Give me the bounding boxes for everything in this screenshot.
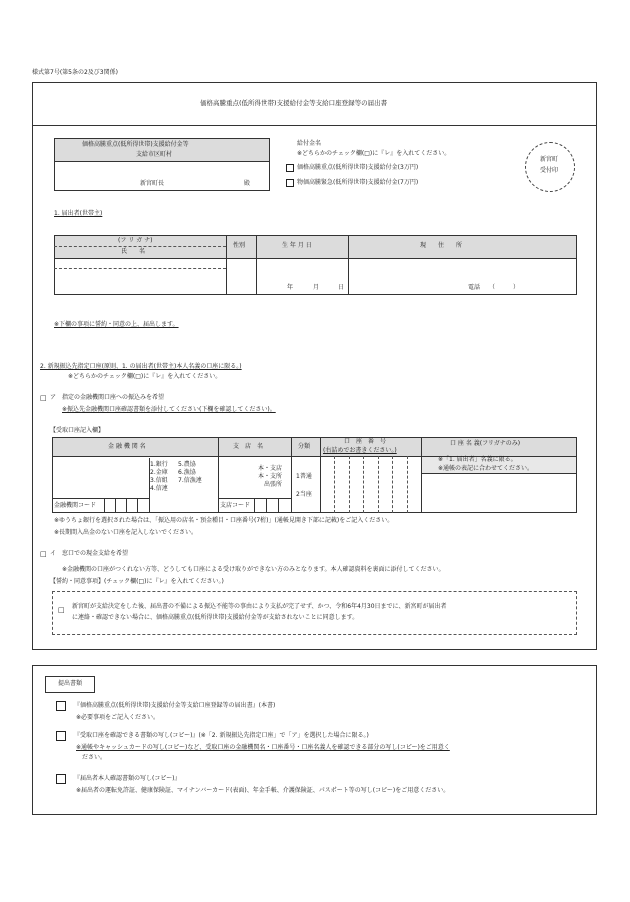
document-3-note: ※届出者の運転免許証、健康保険証、マイナンバーカード(表面)、年金手帳、介護保険証、パスポート等の写し(コピー)をご用意ください。 bbox=[76, 787, 450, 794]
col-bank: 金 融 機 関 名 bbox=[108, 443, 146, 450]
furigana-row-divider bbox=[54, 268, 226, 269]
account-heading: 【受取口座記入欄】 bbox=[50, 427, 105, 434]
col-divider-3 bbox=[348, 235, 349, 295]
mayor-name: 新宮町長 bbox=[140, 180, 165, 187]
col-branch: 支 店 名 bbox=[233, 443, 264, 450]
branch-type-1: 本・支店 bbox=[258, 465, 283, 472]
furigana-label: (フ リ ガ ナ) bbox=[118, 237, 153, 244]
pledge-heading: 【誓約・同意事項】(チェック欄(□)に『レ』を入れてください。) bbox=[50, 578, 224, 585]
col-number-sub: (右詰めでお書きください。) bbox=[323, 447, 397, 454]
pledge-text-2: に連絡・確認できない場合に、価格高騰重点(低所得世帯)支援給付金等が支給されないことに同意します。 bbox=[72, 614, 359, 621]
col-divider-1 bbox=[226, 235, 227, 295]
account-type-1: 1普通 bbox=[296, 473, 312, 480]
yucho-note: ※ゆうちょ銀行を選択された場合は、「振込用の店名・預金種目・口座番号(7桁)」(通帳見開き下部に記載)をご記入ください。 bbox=[54, 517, 394, 524]
acct-digit-sep-3 bbox=[363, 456, 364, 513]
document-2-note: ※通帳やキャッシュカードの写し(コピー)など、受取口座の金融機関名・口座番号・口座名義人を確認できる部分の写し(コピー)をご用意く bbox=[76, 744, 450, 751]
account-col-1 bbox=[218, 437, 219, 513]
bank-code-line bbox=[52, 498, 150, 499]
stamp-line2: 受付印 bbox=[540, 167, 559, 174]
stamp-line1: 新宮町 bbox=[540, 156, 559, 163]
col-divider-2 bbox=[256, 235, 257, 295]
document-1-note: ※必要事項をご記入ください。 bbox=[76, 714, 160, 721]
pledge-checkbox-glyph[interactable]: □ bbox=[58, 606, 65, 614]
branch-type-3: 出張所 bbox=[264, 481, 283, 488]
form-number: 様式第7号(第5条の2及び3関係) bbox=[32, 69, 118, 76]
document-checkbox-3[interactable] bbox=[56, 774, 66, 784]
honorific: 殿 bbox=[244, 180, 251, 187]
document-checkbox-2[interactable] bbox=[56, 731, 66, 741]
bank-type-3: 3.信組 bbox=[150, 477, 168, 484]
document-2-note2: ださい。 bbox=[82, 754, 107, 761]
benefit-option-2: 物価高騰緊急(低所得世帯)支援給付金(7万円) bbox=[297, 179, 419, 186]
bank-type-2: 2.金庫 bbox=[150, 469, 168, 476]
col-holder: 口 座 名 義(フリガナのみ) bbox=[450, 440, 521, 447]
bank-type-5: 5.農協 bbox=[178, 461, 196, 468]
gender-label: 性別 bbox=[233, 242, 246, 249]
branch-type-2: 本・支所 bbox=[258, 473, 283, 480]
option-a-note: ※振込先金融機関口座確認書類を添付してください(下欄を確認してください)。 bbox=[62, 406, 276, 413]
pledge-text-1: 新宮町が支給決定をした後、届出書の不備による振込不能等の事由により支払が完了せず、かつ、令和6年4月30日までに、新宮町が届出者 bbox=[72, 603, 447, 610]
acct-digit-sep-6 bbox=[407, 456, 408, 513]
documents-heading: 提出書類 bbox=[58, 680, 83, 687]
bank-type-6: 6.漁協 bbox=[178, 469, 196, 476]
section1-heading: 1. 届出者(世帯主) bbox=[54, 210, 103, 217]
benefit-note: ※どちらかのチェック欄(□)に『レ』を入れてください。 bbox=[297, 150, 451, 157]
birth-day-unit: 日 bbox=[338, 284, 345, 291]
phone-label: 電話 （ ） bbox=[468, 284, 520, 291]
holder-note-line bbox=[421, 473, 577, 474]
bank-code-cell-1 bbox=[104, 498, 105, 513]
bank-type-4: 4.信連 bbox=[150, 485, 168, 492]
pledge-intro: ※下欄の事項に誓約・同意の上、届出します。 bbox=[54, 321, 179, 328]
branch-code-cell-3 bbox=[278, 498, 279, 513]
account-type-2: 2当座 bbox=[296, 491, 312, 498]
bank-type-1: 1.銀行 bbox=[150, 461, 168, 468]
document-3-title: 『届出者本人確認書類の写し(コピー)』 bbox=[74, 775, 181, 782]
acct-digit-sep-2 bbox=[349, 456, 350, 513]
option-b-label: イ 窓口での現金支給を希望 bbox=[50, 550, 129, 557]
option-b-checkbox-glyph[interactable]: □ bbox=[40, 550, 47, 558]
option-a-checkbox-glyph[interactable]: □ bbox=[40, 394, 47, 402]
branch-code-label: 支店コード bbox=[220, 502, 251, 509]
bank-code-cell-2 bbox=[115, 498, 116, 513]
addressee-line1: 価格高騰重点(低所得世帯)支援給付金等 bbox=[82, 141, 189, 148]
holder-note-2: ※通帳の表記に合わせてください。 bbox=[438, 465, 534, 472]
section2-note: ※どちらかのチェック欄(□)に『レ』を入れてください。 bbox=[68, 373, 222, 380]
pledge-box bbox=[52, 591, 577, 635]
bank-code-cell-4 bbox=[137, 498, 138, 513]
document-checkbox-1[interactable] bbox=[56, 701, 66, 711]
long-unused-note: ※長期間入出金のない口座を記入しないでください。 bbox=[54, 529, 198, 536]
holder-note-1: ※「1. 届出者」名義に限る。 bbox=[438, 456, 517, 463]
benefit-option-1: 価格高騰重点(低所得世帯)支援給付金(3万円) bbox=[297, 164, 419, 171]
birth-month-unit: 月 bbox=[313, 284, 320, 291]
bank-code-label: 金融機関コード bbox=[54, 502, 97, 509]
col-number: 口 座 番 号 bbox=[344, 438, 387, 445]
form-title: 価格高騰重点(低所得世帯)支援給付金等支給口座登録等の届出書 bbox=[200, 99, 388, 107]
benefit-checkbox-1[interactable] bbox=[286, 164, 294, 172]
address-label: 現 住 所 bbox=[420, 242, 463, 249]
option-b-note: ※金融機関の口座がつくれない方等、どうしても口座による受け取りができない方のみとなります。本人確認資料を裏面に添付してください。 bbox=[62, 566, 445, 573]
furigana-divider bbox=[54, 246, 226, 247]
applicant-header-line bbox=[54, 258, 577, 259]
birth-year-unit: 年 bbox=[287, 284, 294, 291]
benefit-heading: 給付金名 bbox=[297, 140, 322, 147]
addressee-line2: 支給市区町村 bbox=[136, 151, 173, 158]
account-col-4 bbox=[421, 437, 422, 513]
section2-heading: 2. 新規振込先指定口座(原則、1. の届出者(世帯主)本人名義の口座に限る。) bbox=[40, 363, 242, 370]
acct-digit-sep-4 bbox=[378, 456, 379, 513]
col-type: 分類 bbox=[298, 443, 311, 450]
benefit-checkbox-2[interactable] bbox=[286, 179, 294, 187]
account-col-3 bbox=[320, 437, 321, 513]
option-a-label: ア 指定の金融機関口座への振込みを希望 bbox=[50, 394, 165, 401]
acct-digit-sep-5 bbox=[392, 456, 393, 513]
bank-type-7: 7.信漁連 bbox=[178, 477, 202, 484]
bank-code-cell-3 bbox=[126, 498, 127, 513]
name-label: 氏 名 bbox=[121, 248, 146, 255]
branch-code-cell-2 bbox=[266, 498, 267, 513]
acct-digit-sep-1 bbox=[334, 456, 335, 513]
branch-code-cell-1 bbox=[254, 498, 255, 513]
document-2-title: 『受取口座を確認できる書類の写し(コピー)』(※「2. 新規振込先指定口座」で「ア」を選択した場合に限る。) bbox=[74, 732, 369, 739]
account-col-2 bbox=[291, 437, 292, 513]
bank-code-cell-5 bbox=[149, 458, 150, 513]
birth-label: 生 年 月 日 bbox=[282, 242, 312, 249]
document-1-title: 『価格高騰重点(低所得世帯)支援給付金等支給口座登録等の届出書』(本書) bbox=[74, 702, 276, 709]
